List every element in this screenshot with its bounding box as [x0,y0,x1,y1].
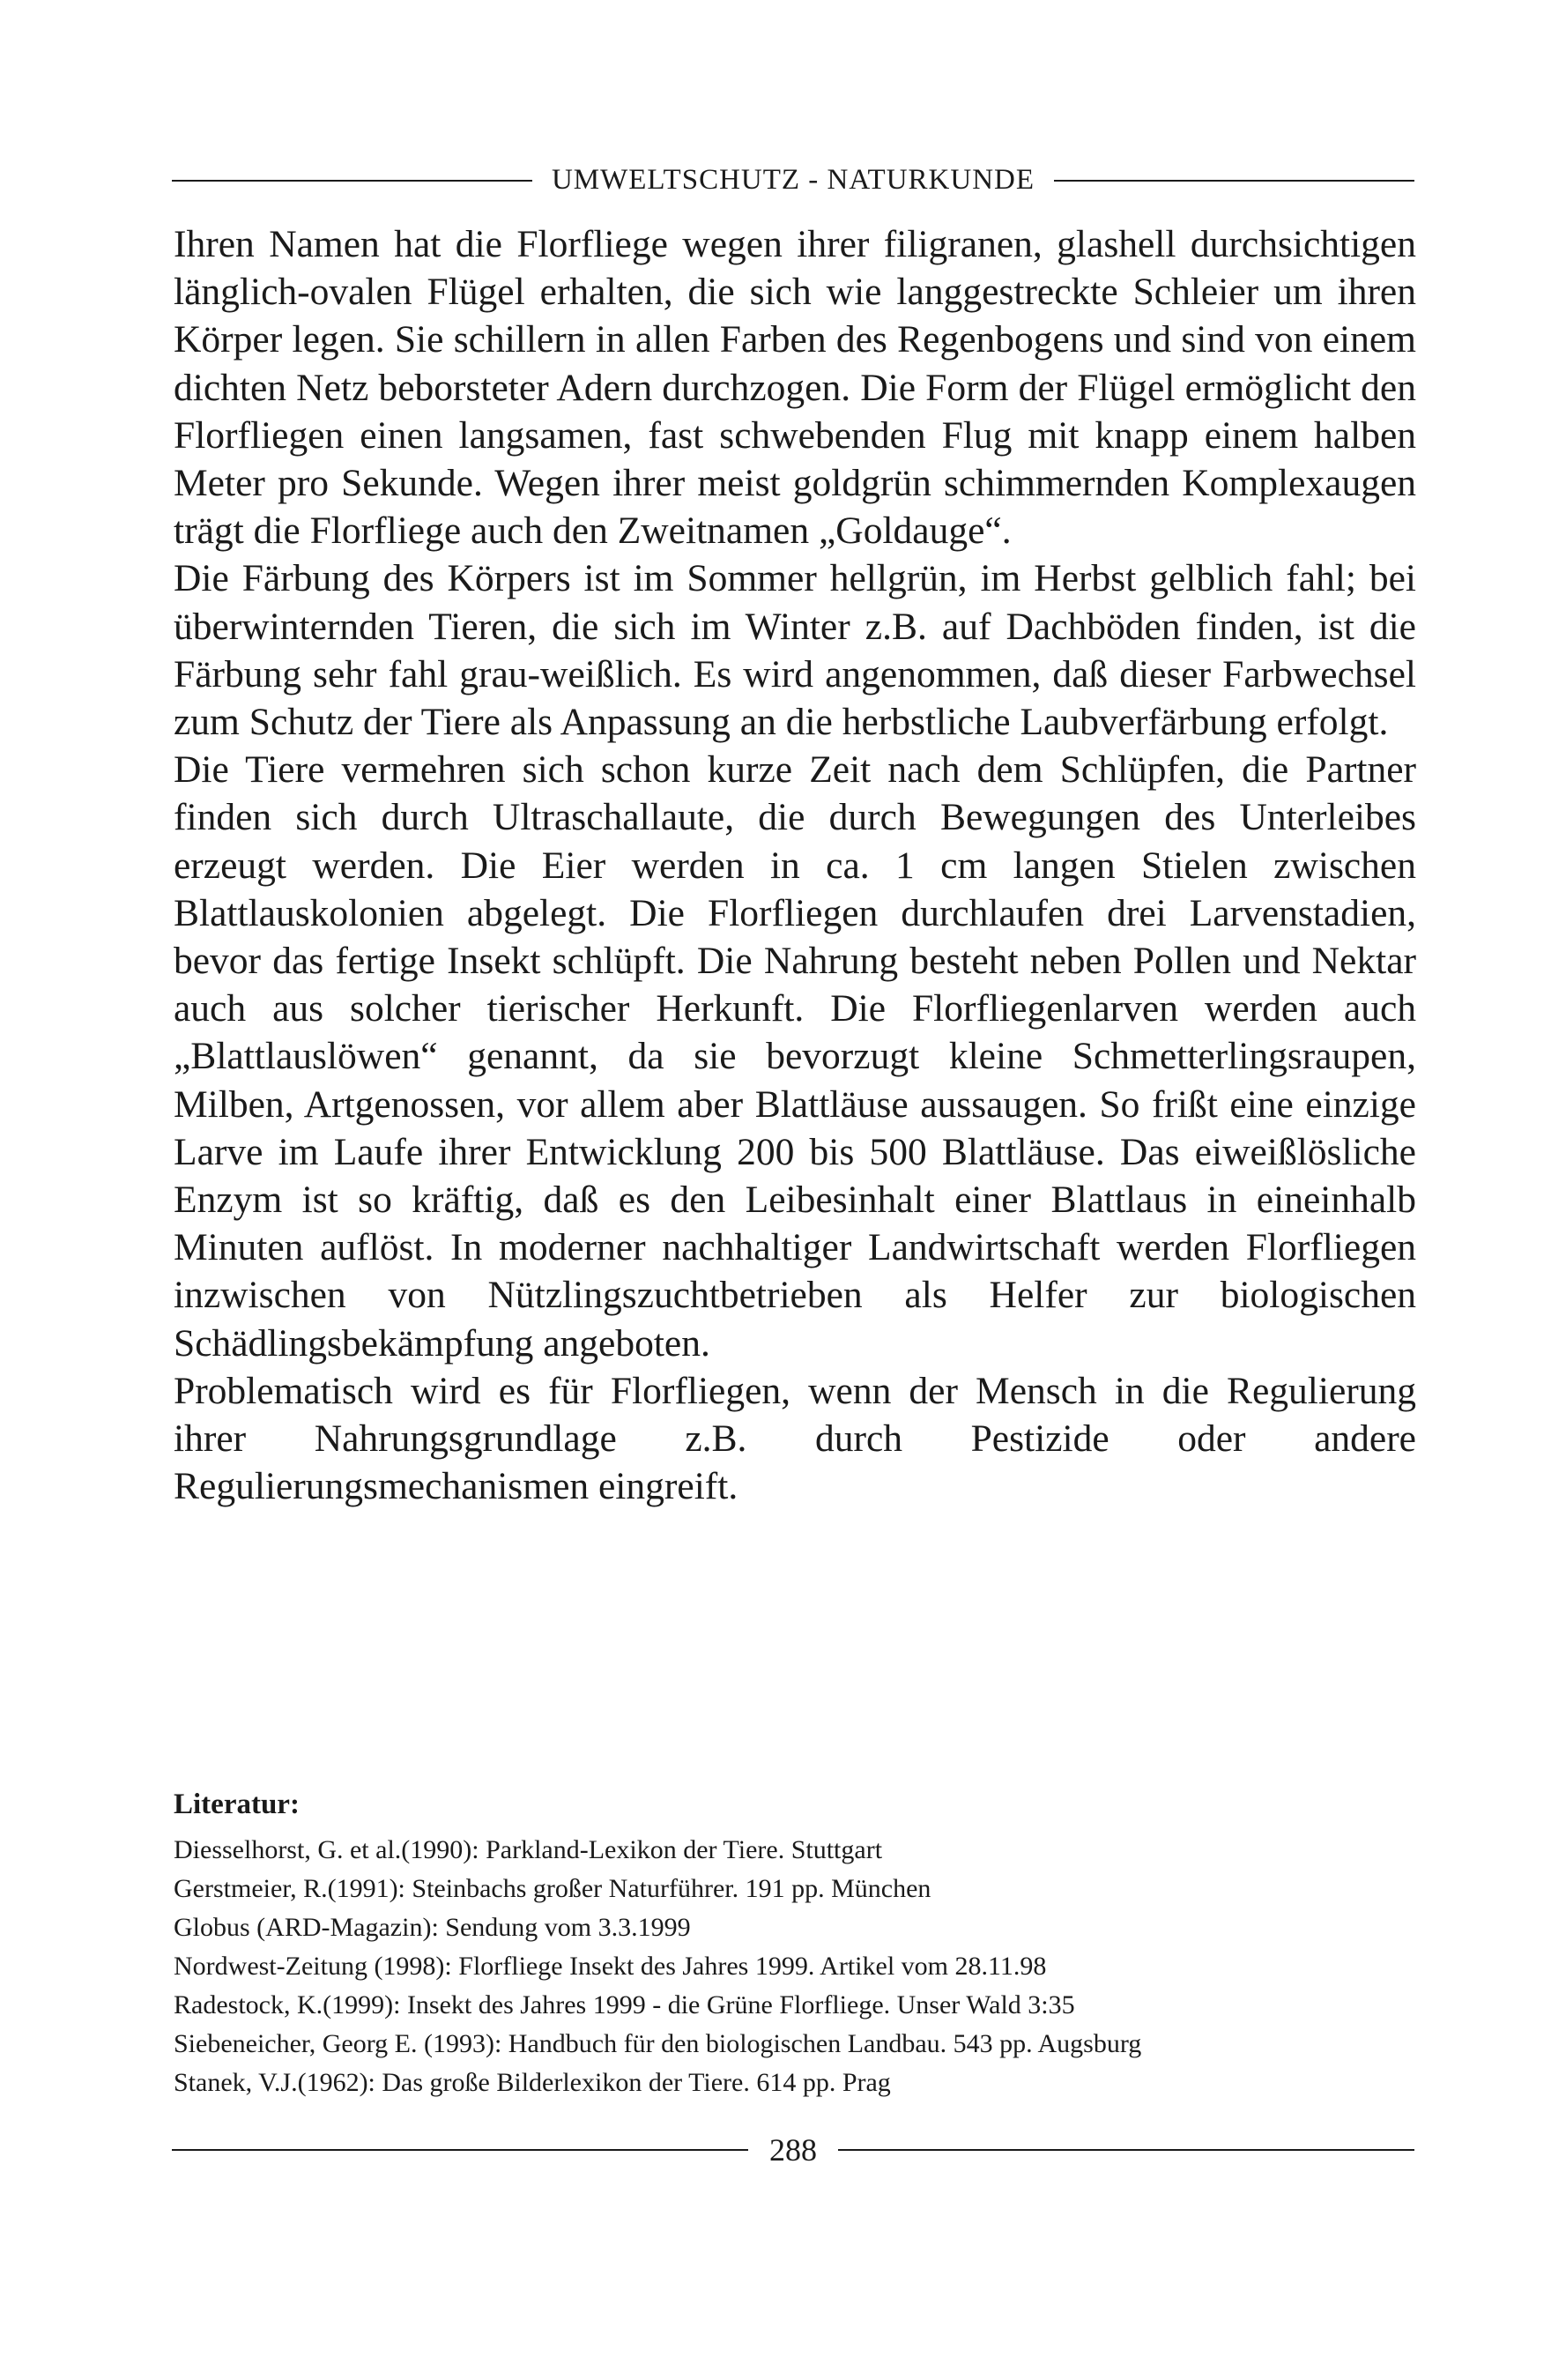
footer-rule-left [172,2149,748,2151]
running-header [172,164,1414,197]
literature-entry: Nordwest-Zeitung (1998): Florfliege Insekt des Jahres 1999. Artikel vom 28.11.98 [174,1952,1047,1981]
page-footer [172,2131,1414,2168]
header-rule-left [172,180,532,182]
literature-entry: Stanek, V.J.(1962): Das große Bilderlexikon der Tiere. 614 pp. Prag [174,2068,891,2097]
paragraph-problems: Problematisch wird es für Florfliegen, wenn der Mensch in die Regulierung ihrer Nahrungsgrundlage z.B. durch Pestizide oder andere Regulierungsmechanismen eingreift. [174,1369,1416,1508]
paragraph-coloration: Die Färbung des Körpers ist im Sommer hellgrün, im Herbst gelblich fahl; bei überwinternden Tieren, die sich im Winter z.B. auf Dachböden finden, ist die Färbung sehr fahl grau-weißlich. Es wird angenommen, daß dieser Farbwechsel zum Schutz der Tiere als Anpassung an die herbstliche Laubverfärbung erfolgt. [174,557,1416,744]
literature-entry: Radestock, K.(1999): Insekt des Jahres 1999 - die Grüne Florfliege. Unser Wald 3:35 [174,1990,1075,2019]
literature-entry: Diesselhorst, G. et al.(1990): Parkland-Lexikon der Tiere. Stuttgart [174,1835,883,1864]
literature-entry: Globus (ARD-Magazin): Sendung vom 3.3.1999 [174,1913,691,1942]
paragraph-reproduction: Die Tiere vermehren sich schon kurze Zeit nach dem Schlüpfen, die Partner finden sich durch Ultraschallaute, die durch Bewegungen des Unterleibes erzeugt werden. Die Eier werden in ca. 1 cm langen Stielen zwischen Blattlauskolonien abgelegt. Die Florfliegen durchlaufen drei Larvenstadien, bevor das fertige Insekt schlüpft. Die Nahrung besteht neben Pollen und Nektar auch aus solcher tierischer Herkunft. Die Florfliegenlarven werden auch „Blattlauslöwen“ genannt, da sie bevorzugt kleine Schmetterlingsraupen, Milben, Artgenossen, vor allem aber Blattläuse aussaugen. So frißt eine einzige Larve im Laufe ihrer Entwicklung 200 bis 500 Blattläuse. Das eiweißlösliche Enzym ist so kräftig, daß es den Leibesinhalt einer Blattlaus in eineinhalb Minuten auflöst. In moderner nachhaltiger Landwirtschaft werden Florfliegen inzwischen von Nützlingszuchtbetrieben als Helfer zur biologischen Schädlingsbekämpfung angeboten. [174,748,1416,1365]
literature-entry: Gerstmeier, R.(1991): Steinbachs großer Naturführer. 191 pp. München [174,1874,931,1903]
page-number: 288 [769,2132,817,2168]
literature-section [174,1785,1416,2102]
literature-heading: Literatur: [174,1789,300,1820]
literature-entry: Siebeneicher, Georg E. (1993): Handbuch für den biologischen Landbau. 543 pp. Augsburg [174,2029,1142,2058]
header-rule-right [1054,180,1414,182]
paragraph-name-origin: Ihren Namen hat die Florfliege wegen ihrer filigranen, glashell durchsichtigen länglich-ovalen Flügel erhalten, die sich wie langgestreckte Schleier um ihren Körper legen. Sie schillern in allen Farben des Regenbogens und sind von einem dichten Netz beborsteter Adern durchzogen. Die Form der Flügel ermöglicht den Florfliegen einen langsamen, fast schwebenden Flug mit knapp einem halben Meter pro Sekunde. Wegen ihrer meist goldgrün schimmernden Komplexaugen trägt die Florfliege auch den Zweitnamen „Goldauge“. [174,223,1416,553]
article-body [174,220,1416,1510]
footer-rule-right [838,2149,1414,2151]
literature-list [174,1831,1416,2102]
section-title: UMWELTSCHUTZ - NATURKUNDE [551,164,1035,196]
